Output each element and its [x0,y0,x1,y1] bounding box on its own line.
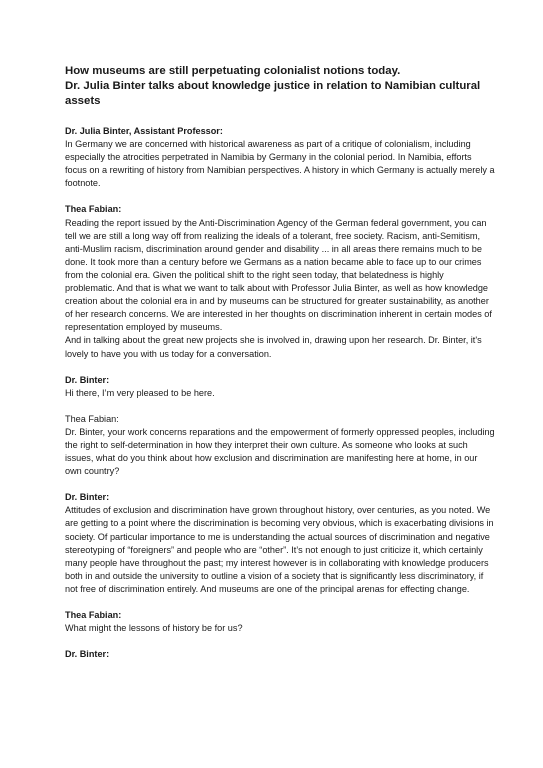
speaker-label: Thea Fabian: [65,204,122,215]
paragraph: Hi there, I’m very pleased to be here. [65,387,215,398]
speaker-label: Dr. Binter: [65,374,110,385]
interview-block [65,203,495,360]
speaker-label: Dr. Binter: [65,649,110,660]
speaker-label: Dr. Binter: [65,492,110,503]
speaker-label: Thea Fabian: [65,413,119,424]
paragraph: Reading the report issued by the Anti-Discrimination Agency of the German federal government, you can tell we are still a long way off from realizing the ideals of a tolerant, free society. Racism, anti-Semitism, anti-Muslim racism, discrimination around gender and disability ... in all areas there remains much to be done. It took more than a century before we Germans as a nation became able to face up to our crimes from the colonial era. Given the political shift to the right seen today, that belatedness is highly problematic. And that is what we want to talk about with Professor Julia Binter, as well as how knowledge creation about the colonial era in and by museums can be structured for greater sustainability, as another of her research concerns. We are interested in her thoughts on discrimination inherent in certain modes of representation employed by museums. [65,217,492,333]
interview-block [65,648,495,661]
title-line: How museums are still perpetuating colonialist notions today. [65,65,401,77]
speaker-label: Thea Fabian: [65,610,122,620]
paragraph: What might the lessons of history be for us? [65,623,243,634]
paragraph: And in talking about the great new projects she is involved in, drawing upon her research. Dr. Binter, it's lovely to have you with us today for a conversation. [65,335,482,359]
document-title [65,64,495,109]
interview-block [65,491,495,596]
document-body [65,64,495,661]
interview-transcript [65,125,495,661]
title-line: Dr. Julia Binter talks about knowledge justice in relation to Namibian cultural assets [65,80,481,107]
speaker-label: Dr. Julia Binter, Assistant Professor: [65,126,223,136]
interview-block [65,125,495,190]
paragraph: Dr. Binter, your work concerns reparations and the empowerment of formerly oppressed peoples, including the right to self-determination in how they interpret their own culture. As someone who looks at such issues, what do you think about how exclusion and discrimination are manifesting here at home, in our own country? [65,426,495,477]
interview-block [65,609,495,635]
interview-block [65,413,495,478]
interview-block [65,374,495,400]
paragraph: Attitudes of exclusion and discrimination have grown throughout history, over centuries, as you noted. We are getting to a point where the discrimination is becoming very obvious, which is exacerbating divisions in society. Of particular importance to me is understanding the actual sources of discrimination and negative stereotyping of “foreigners” and people who are “other”. It’s not enough to just criticize it, which certainly many people have throughout the past; my interest however is in collaborating with knowledge producers both in and outside the university to outline a vision of a society that is significantly less discriminatory, if not free of discrimination entirely. And museums are one of the principal arenas for effecting change. [65,505,494,594]
paragraph: In Germany we are concerned with historical awareness as part of a critique of colonialism, including especially the atrocities perpetrated in Namibia by Germany in the colonial period. In Namibia, efforts focus on a rewriting of history from Namibian perspectives. A history in which Germany is actually merely a footnote. [65,139,495,189]
